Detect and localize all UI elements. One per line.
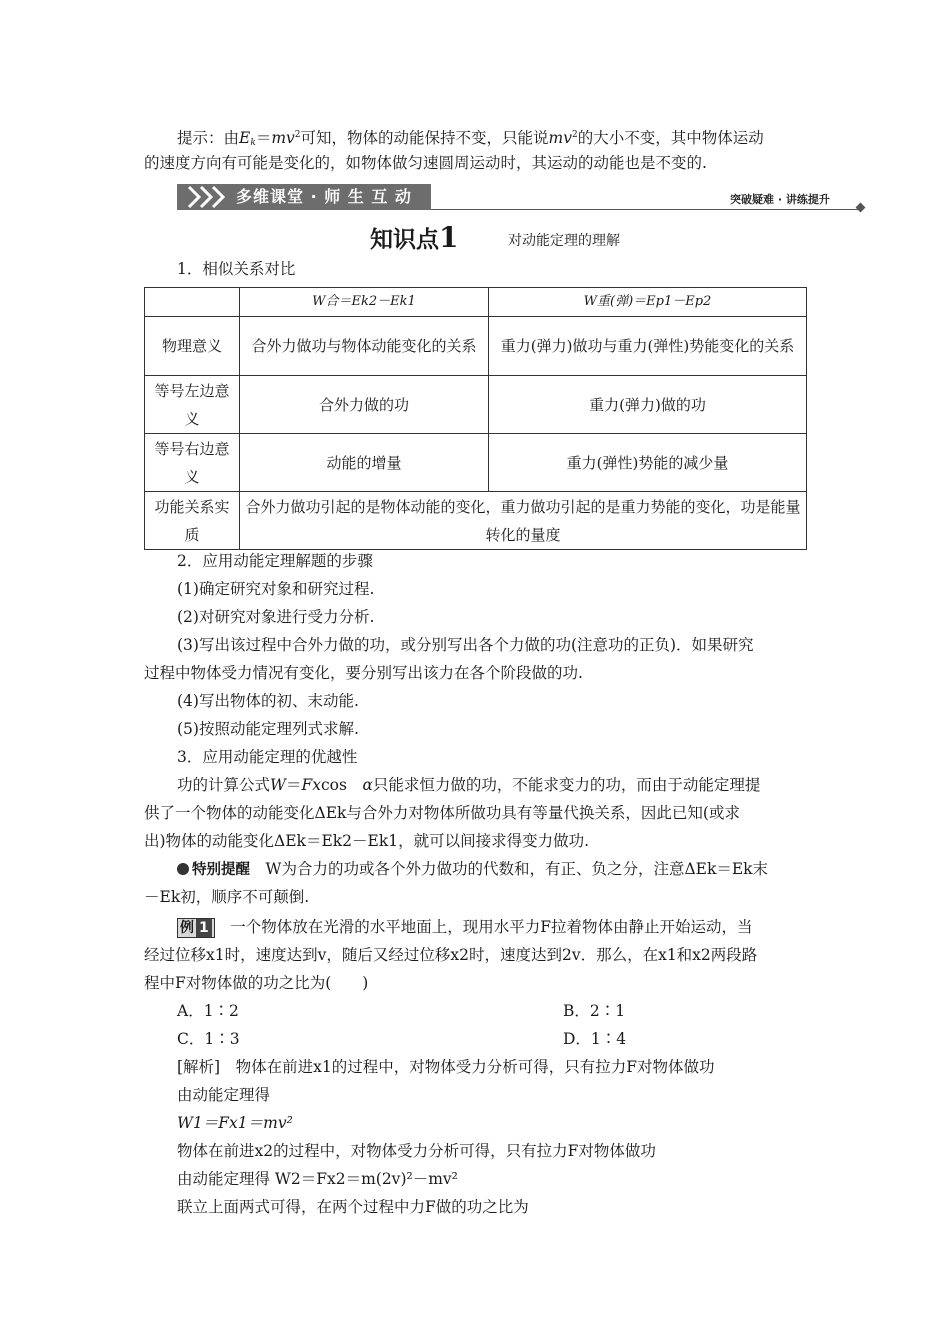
- table-corner-cell: [145, 288, 240, 317]
- step-1: (1)确定研究对象和研究过程.: [177, 580, 375, 598]
- section1-heading: 1．相似关系对比: [177, 260, 296, 278]
- option-c: C．1∶3: [177, 1030, 240, 1048]
- table-merged-cell: 合外力做功引起的是物体动能的变化，重力做功引起的是重力势能的变化，功是能量转化的量度: [240, 492, 807, 550]
- table-row: [145, 317, 807, 376]
- banner-rule: [431, 209, 861, 210]
- section3-line-3: 出)物体的动能变化ΔEk＝Ek2－Ek1，就可以间接求得变力做功.: [144, 832, 590, 850]
- hint-line-1: 提示：由$E_k=mv^2$可知，物体的动能保持不变，只能说$mv^2$的大小不变，其中物体运动: [177, 129, 764, 148]
- section3-line-2: 供了一个物体的动能变化ΔEk与合外力对物体所做功具有等量代换关系，因此已知(或求: [144, 804, 740, 822]
- option-b: B．2∶1: [563, 1002, 626, 1020]
- hint-line-2: 的速度方向有可能是变化的，如物体做匀速圆周运动时，其运动的动能也是不变的.: [144, 154, 707, 172]
- example-line-1: 例 1 一个物体放在光滑的水平地面上，现用水平力F拉着物体由静止开始运动，当: [177, 913, 753, 941]
- section2-heading: 2．应用动能定理解题的步骤: [177, 552, 373, 570]
- table-cell: 合外力做的功: [240, 376, 489, 434]
- table-header-col2: W重(弹)＝Ep1－Ep2: [489, 288, 807, 317]
- comparison-table: [144, 287, 807, 550]
- knowledge-point-title: 知识点1: [370, 221, 459, 254]
- table-header-row: [145, 288, 807, 317]
- step-2: (2)对研究对象进行受力分析.: [177, 608, 375, 626]
- special-reminder-label: 特别提醒: [192, 862, 250, 878]
- section3-heading: 3．应用动能定理的优越性: [177, 748, 358, 766]
- table-cell: 重力(弹力)做的功: [489, 376, 807, 434]
- table-row-label: 等号右边意义: [145, 434, 240, 492]
- option-a: A．1∶2: [177, 1002, 239, 1020]
- table-cell: 重力(弹性)势能的减少量: [489, 434, 807, 492]
- table-cell: 重力(弹力)做功与重力(弹性)势能变化的关系: [489, 317, 807, 376]
- solution-line-6: 联立上面两式可得，在两个过程中力F做的功之比为: [177, 1198, 529, 1216]
- solution-line-3: W1＝Fx1＝mv²: [177, 1114, 293, 1132]
- example-badge: 例 1: [177, 918, 215, 938]
- section3-line-1: 功的计算公式W＝Fxcos α只能求恒力做的功，不能求变力的功，而由于动能定理提: [177, 776, 761, 794]
- table-row: [145, 434, 807, 492]
- step-3-line-2: 过程中物体受力情况有变化，要分别写出该力在各个阶段做的功.: [144, 664, 583, 682]
- diamond-icon: [856, 203, 866, 213]
- table-row: [145, 376, 807, 434]
- example-line-3: 程中F对物体做的功之比为( ): [144, 974, 369, 992]
- table-cell: 动能的增量: [240, 434, 489, 492]
- banner-right-label: 突破疑难 · 讲练提升: [730, 193, 830, 206]
- step-3-line-1: (3)写出该过程中合外力做的功，或分别写出各个力做的功(注意功的正负)．如果研究: [177, 636, 754, 654]
- solution-line-4: 物体在前进x2的过程中，对物体受力分析可得，只有拉力F对物体做功: [177, 1142, 656, 1160]
- step-5: (5)按照动能定理列式求解.: [177, 720, 359, 738]
- solution-line-2: 由动能定理得: [177, 1086, 271, 1104]
- solution-line-5: 由动能定理得 W2＝Fx2＝m(2v)²－mv²: [177, 1170, 458, 1188]
- knowledge-point-subtitle: 对动能定理的理解: [508, 233, 620, 249]
- table-row-label: 等号左边意义: [145, 376, 240, 434]
- table-row: [145, 492, 807, 550]
- solution-line-1: [解析] 物体在前进x1的过程中，对物体受力分析可得，只有拉力F对物体做功: [177, 1058, 715, 1076]
- option-d: D．1∶4: [563, 1030, 627, 1048]
- special-reminder-text: W为合力的功或各个外力做功的代数和，有正、负之分，注意ΔEk＝Ek末: [265, 860, 769, 878]
- chevron-arrows-icon: [185, 184, 235, 210]
- table-row-label: 物理意义: [145, 317, 240, 376]
- table-cell: 合外力做功与物体动能变化的关系: [240, 317, 489, 376]
- table-row-label: 功能关系实质: [145, 492, 240, 550]
- reminder-bullet-icon: [177, 863, 189, 875]
- special-reminder: [177, 855, 768, 884]
- banner-title: 多维课堂 · 师 生 互 动: [236, 187, 412, 206]
- step-4: (4)写出物体的初、末动能.: [177, 692, 359, 710]
- special-reminder-line-2: －Ek初，顺序不可颠倒.: [144, 888, 310, 906]
- example-line-2: 经过位移x1时，速度达到v，随后又经过位移x2时，速度达到2v．那么，在x1和x2两段路: [144, 946, 758, 964]
- table-header-col1: W合＝Ek2－Ek1: [240, 288, 489, 317]
